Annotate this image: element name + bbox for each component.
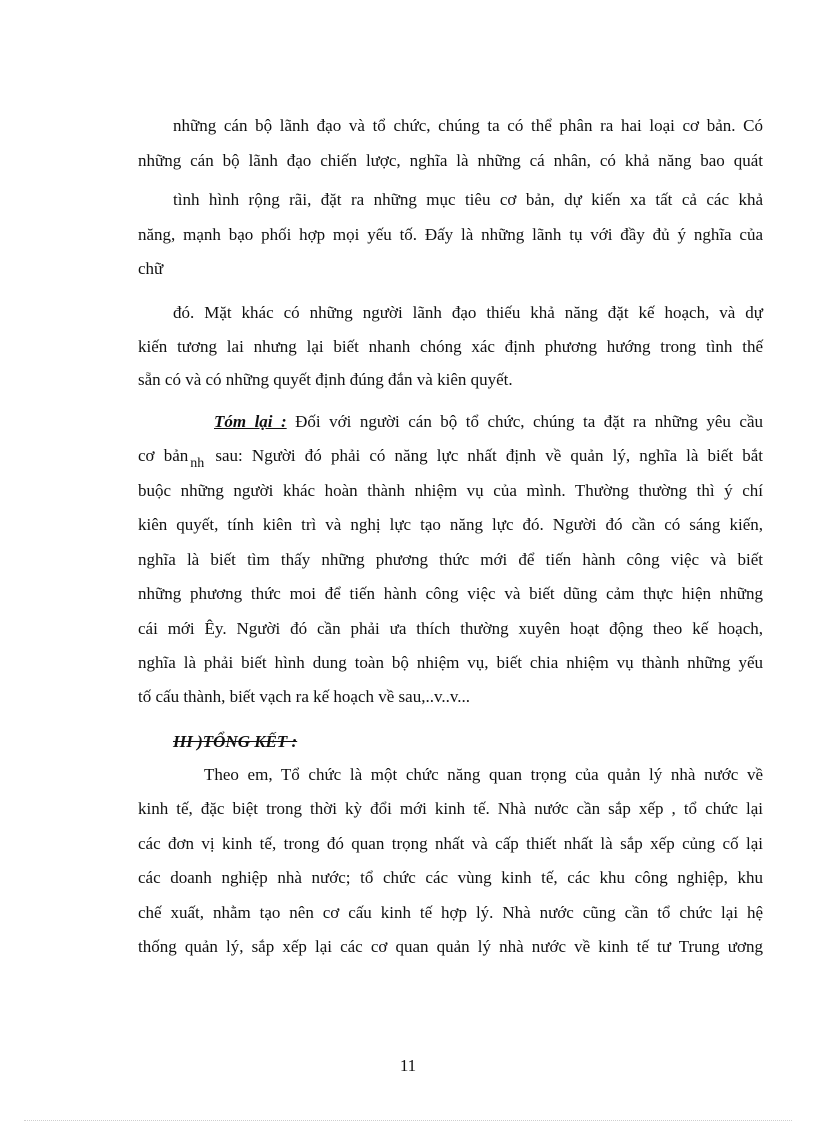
p1-line-3: tình hình rộng rãi, đặt ra những mục tiêu cơ bản, dự kiến xa tất cả các khả (173, 190, 763, 209)
p2-line-1: đó. Mặt khác có những người lãnh đạo thiếu khả năng đặt kế hoạch, và dự (173, 303, 763, 322)
p4-line-1: Theo em, Tổ chức là một chức năng quan trọng của quản lý nhà nước về (204, 765, 763, 784)
p4-line-4: các doanh nghiệp nhà nước; tổ chức các vùng kinh tế, các khu công nghiệp, khu (138, 868, 763, 887)
p3-line-6: những phương thức moi để tiến hành công việc và biết dũng cảm thực hiện những (138, 584, 763, 603)
p3-line-9: tố cấu thành, biết vạch ra kế hoạch về sau,..v..v... (138, 687, 471, 706)
tom-lai-label: Tóm lại : (214, 412, 287, 431)
p3-line-2-start: cơ bản (138, 446, 189, 465)
p1-line-1: những cán bộ lãnh đạo và tổ chức, chúng ta có thể phân ra hai loại cơ bản. Có (173, 116, 763, 135)
section-heading: III )TỔNG KẾT : (173, 732, 298, 751)
p3-line-5: nghĩa là biết tìm thấy những phương thức mới để tiến hành công việc và biết (138, 550, 763, 569)
p3-line-7: cái mới Êy. Người đó cần phải ưa thích thường xuyên hoạt động theo kế hoạch, (138, 619, 763, 638)
p1-line-5: chữ (138, 259, 164, 278)
p1-line-4: năng, mạnh bạo phối hợp mọi yếu tố. Đấy là những lãnh tụ với đầy đủ ý nghĩa của (138, 225, 763, 244)
p3-line-3: buộc những người khác hoàn thành nhiệm vụ của mình. Thường thường thì ý chí (138, 481, 763, 500)
p3-line-2-sub: nh (190, 456, 205, 471)
page-bottom-divider (24, 1120, 792, 1121)
p2-line-3: sẵn có và có những quyết định đúng đắn và kiên quyết. (138, 370, 513, 389)
p3-line-4: kiên quyết, tính kiên trì và nghị lực tạo năng lực đó. Người đó cần có sáng kiến, (138, 515, 763, 534)
p4-line-6: thống quản lý, sắp xếp lại các cơ quan quản lý nhà nước về kinh tế tư Trung ương (138, 937, 763, 956)
p4-line-3: các đơn vị kinh tế, trong đó quan trọng nhất và cấp thiết nhất là sắp xếp củng cố lại (138, 834, 763, 853)
p3-line-2 (138, 445, 763, 469)
p1-line-2: những cán bộ lãnh đạo chiến lược, nghĩa là những cá nhân, có khả năng bao quát (138, 151, 763, 170)
p3-line-8: nghĩa là phải biết hình dung toàn bộ nhiệm vụ, biết chia nhiệm vụ thành những yếu (138, 653, 763, 672)
p3-line-1-text: Đối với người cán bộ tổ chức, chúng ta đặt ra những yêu cầu (295, 412, 763, 431)
p4-line-5: chế xuất, nhằm tạo nên cơ cấu kinh tế hợp lý. Nhà nước cũng cần tổ chức lại hệ (138, 903, 763, 922)
p2-line-2: kiến tương lai nhưng lại biết nhanh chóng xác định phương hướng trong tình thế (138, 337, 763, 356)
p3-line-2-rest: sau: Người đó phải có năng lực nhất định về quản lý, nghĩa là biết bắt (215, 446, 763, 465)
p4-line-2: kinh tế, đặc biệt trong thời kỳ đổi mới kinh tế. Nhà nước cần sắp xếp , tổ chức lại (138, 799, 763, 818)
page-number: 11 (399, 1056, 417, 1075)
p3-line-1 (214, 411, 763, 433)
